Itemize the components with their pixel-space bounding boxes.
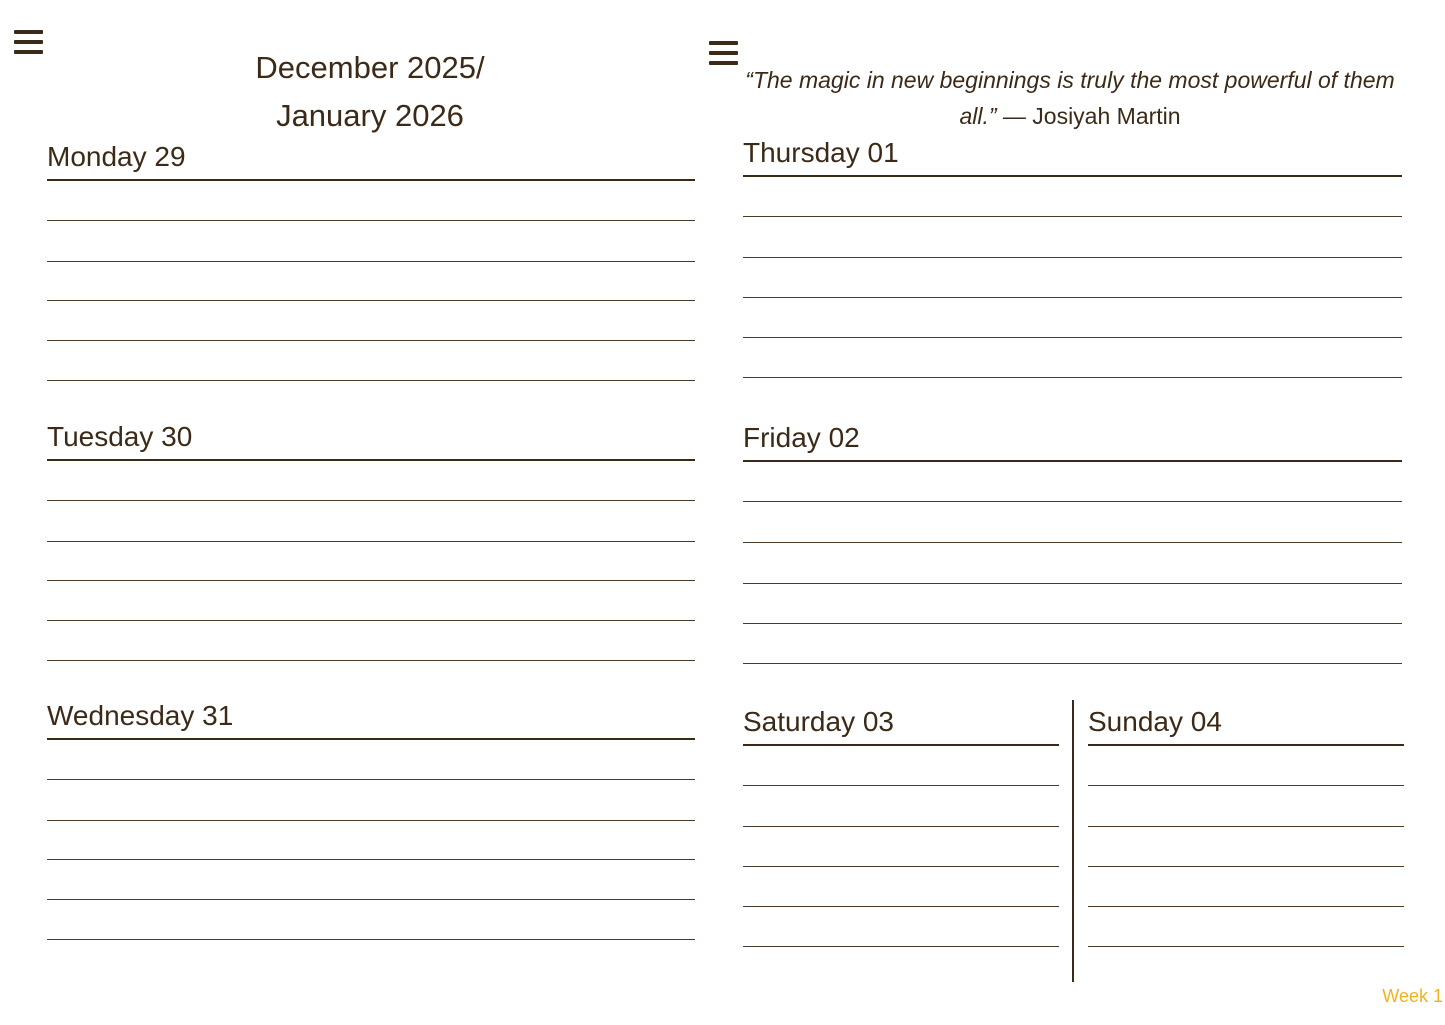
page-title (160, 44, 580, 140)
writing-line[interactable] (743, 946, 1059, 947)
writing-line[interactable] (47, 340, 695, 341)
day-section-friday (743, 420, 1402, 664)
writing-line[interactable] (47, 779, 695, 780)
month-title-line-1: December 2025/ (255, 50, 485, 85)
day-section-thursday (743, 135, 1402, 378)
writing-line[interactable] (743, 297, 1402, 298)
writing-line[interactable] (743, 257, 1402, 258)
writing-line[interactable] (47, 939, 695, 940)
week-label: Week 1 (1382, 986, 1443, 1006)
writing-line[interactable] (47, 899, 695, 900)
weekend-divider (1072, 700, 1074, 982)
writing-line[interactable] (743, 866, 1059, 867)
writing-line[interactable] (743, 663, 1402, 664)
day-section-tuesday (47, 419, 695, 661)
day-heading-rule (743, 744, 1059, 746)
writing-line[interactable] (47, 620, 695, 621)
day-section-wednesday (47, 698, 695, 940)
day-title-saturday: Saturday 03 (743, 706, 894, 737)
writing-line[interactable] (743, 216, 1402, 217)
day-title-wednesday: Wednesday 31 (47, 700, 234, 731)
month-title-line-2: January 2026 (276, 98, 464, 133)
hamburger-menu-icon[interactable] (709, 41, 739, 67)
day-section-sunday (1088, 704, 1404, 947)
writing-line[interactable] (47, 300, 695, 301)
writing-line[interactable] (743, 785, 1059, 786)
quote-author: — Josiyah Martin (996, 103, 1181, 129)
writing-line[interactable] (743, 826, 1059, 827)
day-title-sunday: Sunday 04 (1088, 706, 1222, 737)
writing-line[interactable] (47, 500, 695, 501)
quote (745, 62, 1395, 134)
writing-line[interactable] (743, 906, 1059, 907)
writing-line[interactable] (1088, 866, 1404, 867)
writing-line[interactable] (743, 377, 1402, 378)
writing-line[interactable] (1088, 946, 1404, 947)
day-title-thursday: Thursday 01 (743, 137, 899, 168)
writing-line[interactable] (743, 542, 1402, 543)
day-heading-rule (743, 460, 1402, 462)
day-title-friday: Friday 02 (743, 422, 860, 453)
quote-text: “The magic in new beginnings is truly the most powerful of them all.” (745, 67, 1395, 129)
day-heading-rule (47, 738, 695, 740)
writing-line[interactable] (743, 583, 1402, 584)
writing-line[interactable] (743, 337, 1402, 338)
day-section-saturday (743, 704, 1059, 947)
day-title-monday: Monday 29 (47, 141, 186, 172)
day-heading-rule (47, 179, 695, 181)
day-section-monday (47, 139, 695, 381)
writing-line[interactable] (47, 820, 695, 821)
writing-line[interactable] (47, 859, 695, 860)
writing-line[interactable] (743, 501, 1402, 502)
writing-line[interactable] (1088, 785, 1404, 786)
writing-line[interactable] (1088, 826, 1404, 827)
day-heading-rule (47, 459, 695, 461)
day-heading-rule (743, 175, 1402, 177)
writing-line[interactable] (743, 623, 1402, 624)
writing-line[interactable] (47, 660, 695, 661)
writing-line[interactable] (47, 261, 695, 262)
day-heading-rule (1088, 744, 1404, 746)
writing-line[interactable] (47, 380, 695, 381)
day-title-tuesday: Tuesday 30 (47, 421, 193, 452)
hamburger-menu-icon[interactable] (14, 30, 44, 56)
writing-line[interactable] (47, 580, 695, 581)
writing-line[interactable] (1088, 906, 1404, 907)
writing-line[interactable] (47, 541, 695, 542)
writing-line[interactable] (47, 220, 695, 221)
